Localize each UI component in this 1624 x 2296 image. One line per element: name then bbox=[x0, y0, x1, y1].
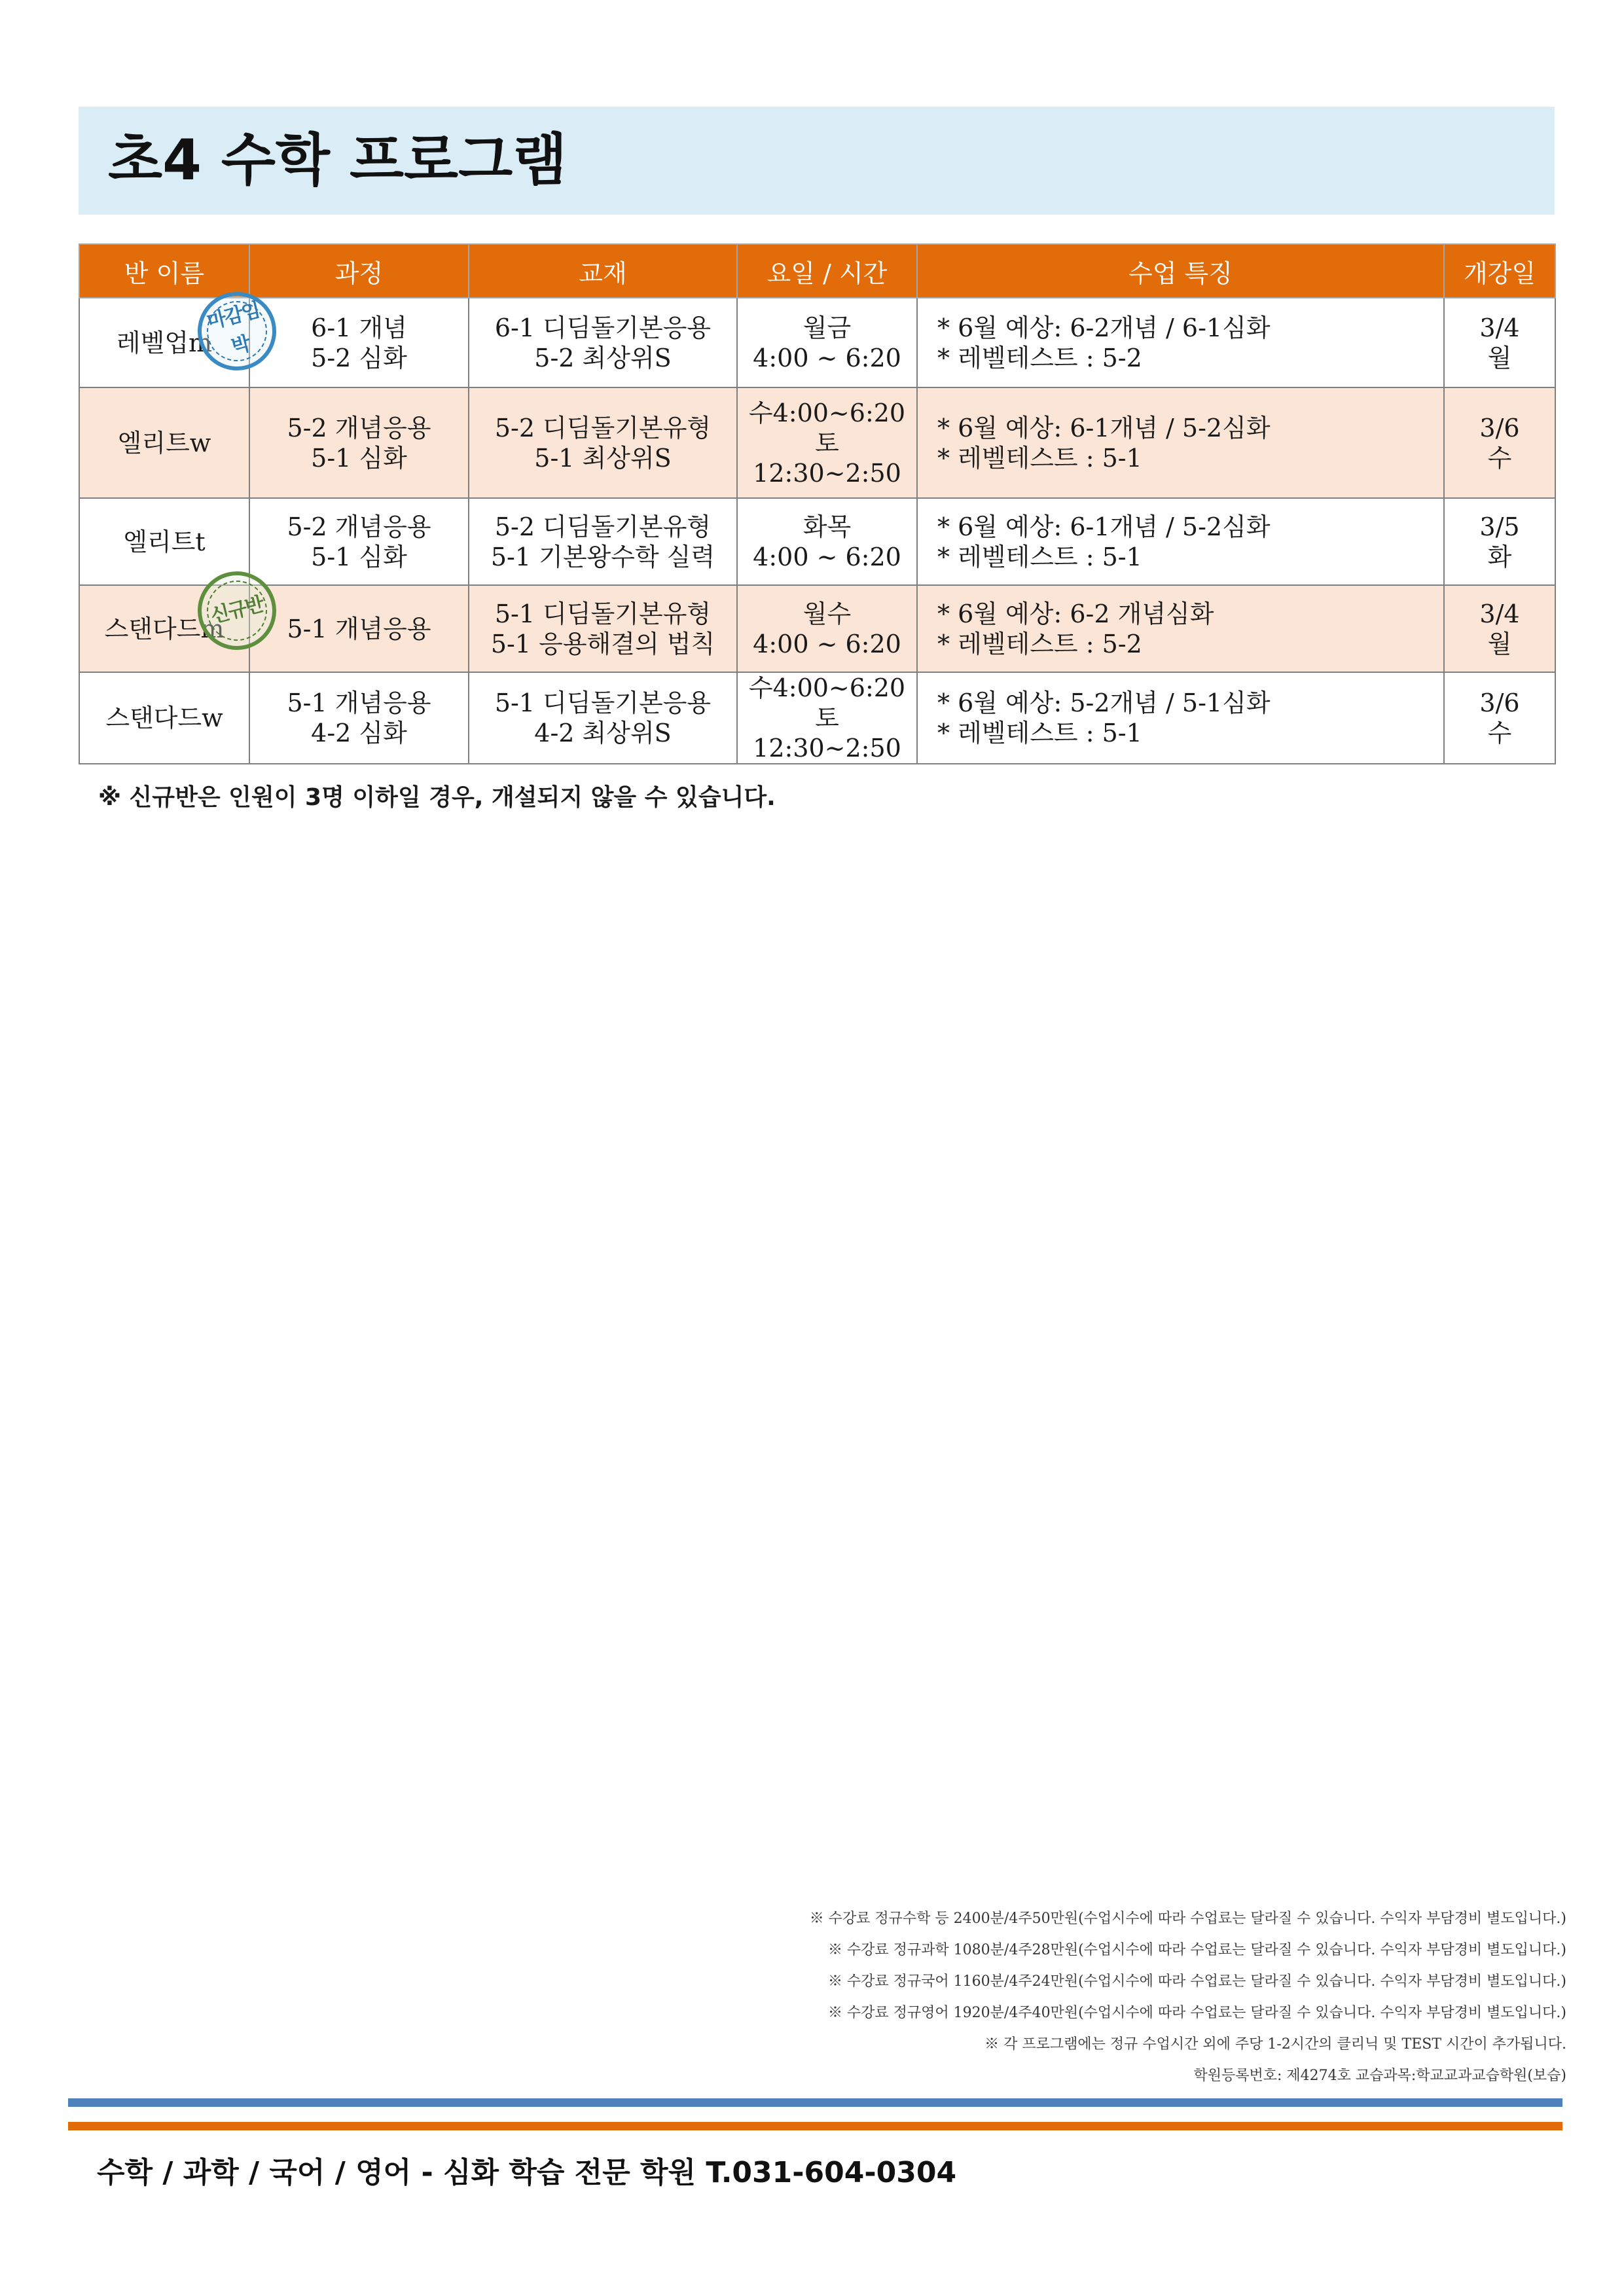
features-cell: * 6월 예상: 6-1개념 / 5-2심화 * 레벨테스트 : 5-1 bbox=[917, 387, 1444, 498]
start-date-cell: 3/4 월 bbox=[1444, 585, 1555, 672]
footer-divider-blue bbox=[68, 2098, 1562, 2107]
table-row bbox=[79, 498, 1555, 585]
class-name: 스탠다드m bbox=[104, 614, 225, 643]
class-name: 엘리트w bbox=[117, 428, 211, 457]
time-cell: 월수 4:00 ~ 6:20 bbox=[737, 585, 917, 672]
header-textbook: 교재 bbox=[469, 244, 737, 298]
class-name: 레벨업m bbox=[116, 328, 213, 357]
table-row bbox=[79, 585, 1555, 672]
textbook-cell: 5-2 디딤돌기본유형 5-1 기본왕수학 실력 bbox=[469, 498, 737, 585]
time-cell: 화목 4:00 ~ 6:20 bbox=[737, 498, 917, 585]
new-class-note: ※ 신규반은 인원이 3명 이하일 경우, 개설되지 않을 수 있습니다. bbox=[98, 784, 776, 811]
time-cell: 월금 4:00 ~ 6:20 bbox=[737, 298, 917, 387]
fee-note: ※ 각 프로그램에는 정규 수업시간 외에 주당 1-2시간의 클리닉 및 TEST 시간이 추가됩니다. bbox=[984, 2036, 1566, 2053]
table-header-row bbox=[79, 244, 1555, 298]
course-cell: 6-1 개념 5-2 심화 bbox=[249, 298, 469, 387]
page-title: 초4 수학 프로그램 bbox=[108, 128, 568, 193]
class-name-cell bbox=[79, 585, 266, 672]
course-cell: 5-1 개념응용 bbox=[249, 585, 469, 672]
fee-note: ※ 수강료 정규과학 1080분/4주28만원(수업시수에 따라 수업료는 달라질 수 있습니다. 수익자 부담경비 별도입니다.) bbox=[827, 1942, 1566, 1958]
start-date-cell: 3/4 월 bbox=[1444, 298, 1555, 387]
features-cell: * 6월 예상: 6-1개념 / 5-2심화 * 레벨테스트 : 5-1 bbox=[917, 498, 1444, 585]
textbook-cell: 5-2 디딤돌기본유형 5-1 최상위S bbox=[469, 387, 737, 498]
header-course: 과정 bbox=[249, 244, 469, 298]
table-row bbox=[79, 387, 1555, 498]
class-name: 스탠다드w bbox=[105, 704, 223, 732]
closing-soon-stamp: 마감임박 bbox=[189, 283, 284, 378]
course-cell: 5-1 개념응용 4-2 심화 bbox=[249, 672, 469, 764]
start-date-cell: 3/6 수 bbox=[1444, 387, 1555, 498]
title-band bbox=[79, 107, 1555, 215]
features-cell: * 6월 예상: 6-2 개념심화 * 레벨테스트 : 5-2 bbox=[917, 585, 1444, 672]
fee-note: ※ 수강료 정규국어 1160분/4주24만원(수업시수에 따라 수업료는 달라질 수 있습니다. 수익자 부담경비 별도입니다.) bbox=[827, 1973, 1566, 1990]
features-cell: * 6월 예상: 5-2개념 / 5-1심화 * 레벨테스트 : 5-1 bbox=[917, 672, 1444, 764]
footer-divider-orange bbox=[68, 2122, 1562, 2130]
header-day-time: 요일 / 시간 bbox=[737, 244, 917, 298]
time-cell: 수4:00~6:20 토12:30~2:50 bbox=[737, 387, 917, 498]
textbook-cell: 6-1 디딤돌기본응용 5-2 최상위S bbox=[469, 298, 737, 387]
fee-note: ※ 수강료 정규수학 등 2400분/4주50만원(수업시수에 따라 수업료는 달라질 수 있습니다. 수익자 부담경비 별도입니다.) bbox=[809, 1910, 1566, 1927]
course-cell: 5-2 개념응용 5-1 심화 bbox=[249, 387, 469, 498]
class-name-cell bbox=[79, 672, 249, 764]
tuition-notes bbox=[810, 1903, 1566, 2092]
features-cell: * 6월 예상: 6-2개념 / 6-1심화 * 레벨테스트 : 5-2 bbox=[917, 298, 1444, 387]
course-cell: 5-2 개념응용 5-1 심화 bbox=[249, 498, 469, 585]
class-name-cell bbox=[79, 498, 249, 585]
table-row bbox=[79, 298, 1555, 387]
start-date-cell: 3/6 수 bbox=[1444, 672, 1555, 764]
class-name: 엘리트t bbox=[123, 527, 206, 556]
time-cell: 수4:00~6:20 토12:30~2:50 bbox=[737, 672, 917, 764]
class-name-cell bbox=[79, 298, 262, 387]
academy-footer: 수학 / 과학 / 국어 / 영어 - 심화 학습 전문 학원 T.031-604-0304 bbox=[97, 2156, 957, 2189]
fee-note: ※ 수강료 정규영어 1920분/4주40만원(수업시수에 따라 수업료는 달라질 수 있습니다. 수익자 부담경비 별도입니다.) bbox=[827, 2005, 1566, 2021]
textbook-cell: 5-1 디딤돌기본유형 5-1 응용해결의 법칙 bbox=[469, 585, 737, 672]
table-row bbox=[79, 672, 1555, 764]
registration-number: 학원등록번호: 제4274호 교습과목:학교교과교습학원(보습) bbox=[1193, 2068, 1566, 2084]
class-schedule-table bbox=[79, 243, 1556, 764]
class-name-cell bbox=[79, 387, 249, 498]
header-class-name: 반 이름 bbox=[79, 244, 249, 298]
header-start-date: 개강일 bbox=[1444, 244, 1555, 298]
header-features: 수업 특징 bbox=[917, 244, 1444, 298]
textbook-cell: 5-1 디딤돌기본응용 4-2 최상위S bbox=[469, 672, 737, 764]
new-class-stamp: 신규반 bbox=[189, 563, 284, 658]
start-date-cell: 3/5 화 bbox=[1444, 498, 1555, 585]
